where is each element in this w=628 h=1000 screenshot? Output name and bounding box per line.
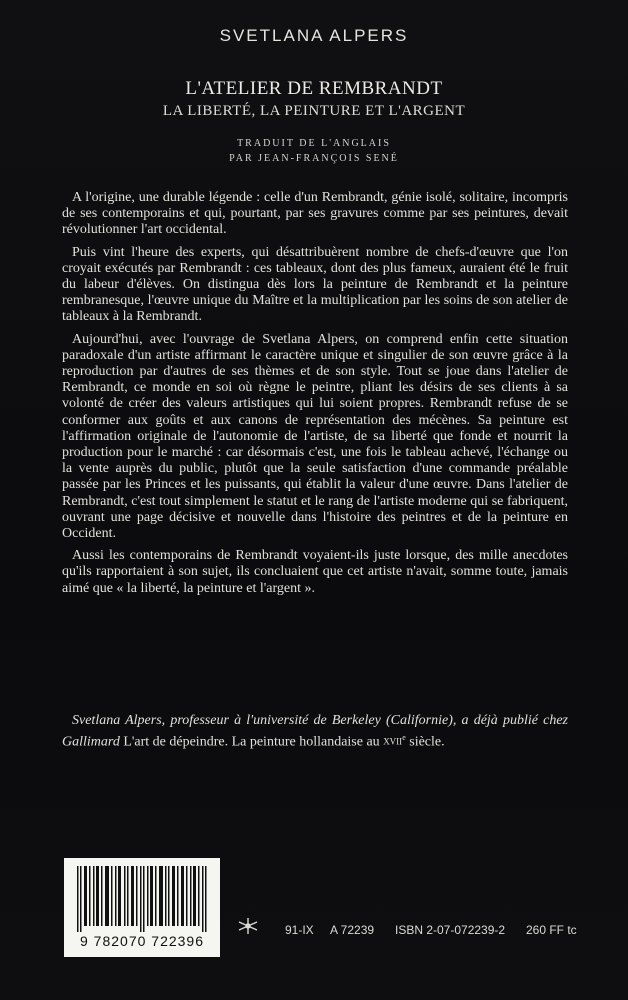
author-bio — [62, 712, 568, 751]
bio-century-sup: e — [402, 733, 406, 742]
bio-end: siècle. — [409, 734, 445, 750]
bio-italic-text: Svetlana Alpers, professeur à l'université de Berkeley (Californie), a déjà publié chez Gallimard — [62, 713, 568, 750]
barcode — [64, 858, 220, 957]
barcode-icon — [75, 866, 209, 932]
blurb-text — [62, 190, 568, 597]
price: 260 FF tc — [526, 923, 577, 937]
barcode-number: 9 782070 722396 — [80, 933, 204, 949]
isbn: ISBN 2-07-072239-2 — [395, 923, 506, 937]
book-title: L'ATELIER DE REMBRANDT — [185, 78, 443, 99]
book-subtitle: LA LIBERTÉ, LA PEINTURE ET L'ARGENT — [162, 103, 466, 119]
translator-credit — [0, 136, 628, 166]
blurb-paragraph: Aujourd'hui, avec l'ouvrage de Svetlana Alpers, on comprend enfin cette situation paradoxale d'un artiste affirmant le caractère unique et singulier de son œuvre grâce à la reproduction par d'autres de ses thèmes et de son style. Tout se joue dans l'atelier de Rembrandt, ce monde en soi où règne le peintre, pliant les désirs de ses clients à sa volonté de créer des valeurs artistiques qui lui soient propres. Rembrandt refuse de se conformer aux goûts et aux canons de représentation des mécènes. Sa peinture est l'affirmation originale de l'autonomie de l'artiste, de sa liberté que fonde et nourrit la production pour le marché : car désormais c'est, une fois le tableau achevé, l'échange ou la vente auprès du public, plutôt que la seule satisfaction d'une commande préalable passée par les Princes et les puissants, qui établit la valeur d'une œuvre. Dans l'atelier de Rembrandt, c'est tout simplement le statut et le rang de l'artiste moderne qui se fabriquent, ouvrant une page décisive et nouvelle dans l'histoire des peintres et de la peinture en Occident. — [62, 331, 568, 542]
blurb-paragraph: A l'origine, une durable légende : celle d'un Rembrandt, génie isolé, solitaire, incompris de ses contemporains et qui, pourtant, par ses gravures comme par ses peintures, devait révolutionner l'art occidental. — [62, 190, 568, 238]
author-name: SVETLANA ALPERS — [219, 26, 409, 45]
translator-line-1: TRADUIT DE L'ANGLAIS — [237, 138, 391, 149]
translator-line-2: PAR JEAN-FRANÇOIS SENÉ — [229, 153, 399, 164]
bio-century: XVII — [383, 736, 403, 747]
publisher-logo-icon — [236, 916, 260, 936]
bio-book-title: L'art de dépeindre. La peinture hollandaise au — [123, 734, 380, 750]
catalog-code: 91-IX — [285, 923, 314, 937]
blurb-paragraph: Puis vint l'heure des experts, qui désattribuèrent nombre de chefs-d'œuvre que l'on croyait exécutés par Rembrandt : ces tableaux, dont des plus fameux, auraient été le fruit du labeur d'élèves. On distingua dès lors la peinture de Rembrandt et la peinture rembranesque, l'œuvre unique du Maître et la multiplication par les soins de son atelier de tableaux à la Rembrandt. — [62, 244, 568, 325]
reference-number: A 72239 — [330, 923, 375, 937]
blurb-paragraph: Aussi les contemporains de Rembrandt voyaient-ils juste lorsque, des mille anecdotes qu'ils rapportaient à son sujet, ils concluaient que cet artiste n'avait, somme toute, jamais aimé que « la liberté, la peinture et l'argent ». — [62, 548, 568, 596]
